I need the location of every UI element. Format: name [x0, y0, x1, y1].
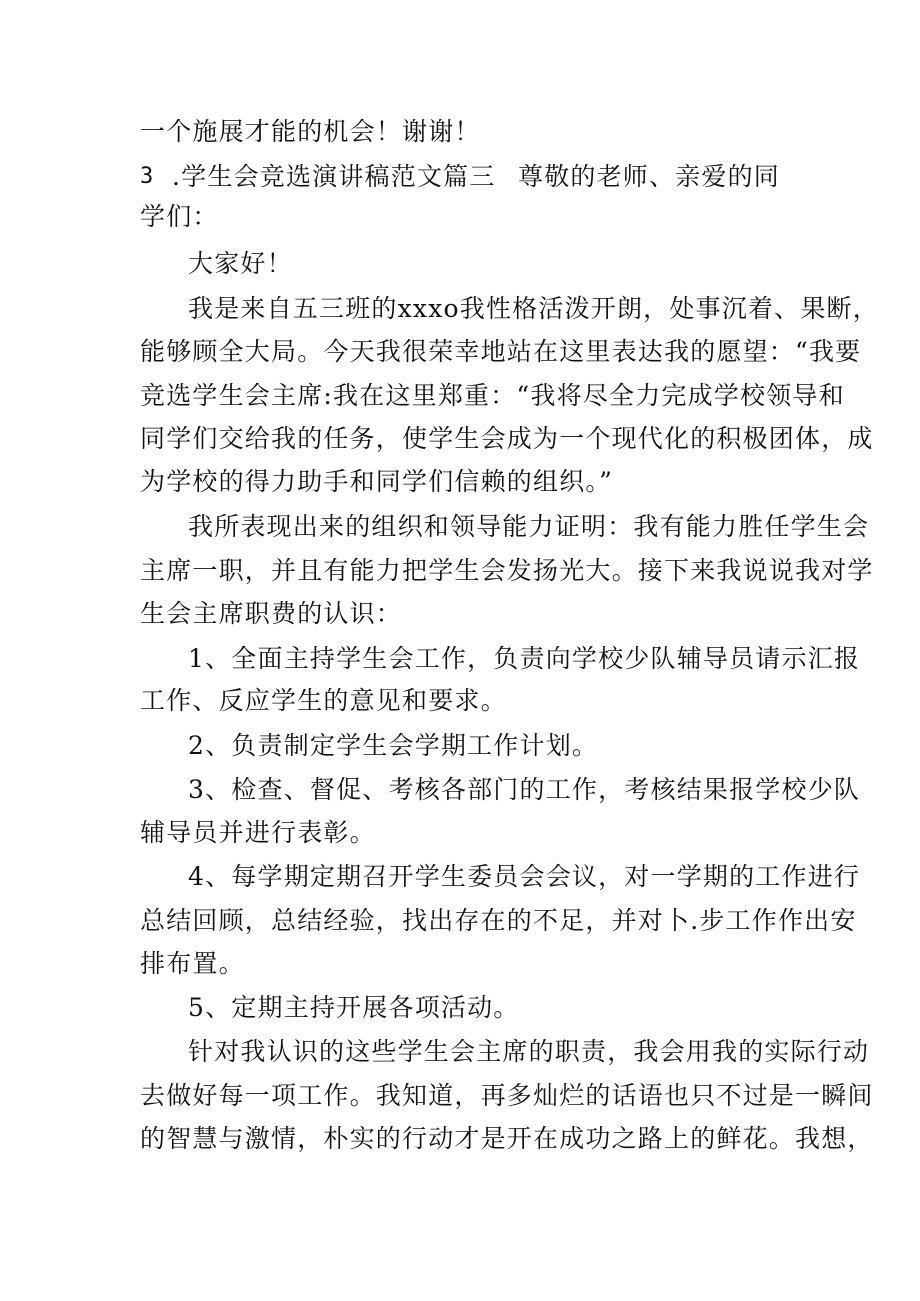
paragraph-line: 我所表现出来的组织和领导能力证明：我有能力胜任学生会: [188, 512, 870, 541]
paragraph-line: 针对我认识的这些学生会主席的职责，我会用我的实际行动: [188, 1037, 870, 1066]
paragraph-line: 生会主席职费的认识：: [140, 599, 403, 628]
closing-line: 一个施展才能的机会！谢谢！: [140, 117, 481, 146]
list-item-5: 5、定期主持开展各项活动。: [188, 993, 520, 1022]
list-item-3-cont: 辅导员并进行表彰。: [140, 818, 376, 847]
salutation-end: 学们：: [140, 202, 219, 231]
paragraph-line: 我是来自五三班的xxxo我性格活泼开朗，处事沉着、果断，: [188, 294, 879, 323]
paragraph-line: 为学校的得力助手和同学们信赖的组织。”: [140, 467, 614, 496]
list-item-1-cont: 工作、反应学生的意见和要求。: [140, 686, 507, 715]
salutation-start: 尊敬的老师、亲爱的同: [518, 162, 781, 191]
list-item-4-cont: 总结回顾，总结经验，找出存在的不足，并对卜.步工作作出安: [140, 906, 857, 935]
list-item-3: 3、检查、督促、考核各部门的工作，考核结果报学校少队: [188, 775, 861, 804]
list-item-4: 4、每学期定期召开学生委员会会议，对一学期的工作进行: [188, 862, 861, 891]
paragraph-line: 竞选学生会主席:我在这里郑重：“我将尽全力完成学校领导和: [140, 381, 845, 410]
paragraph-line: 去做好每一项工作。我知道，再多灿烂的话语也只不过是一瞬间: [140, 1081, 874, 1110]
greeting: 大家好！: [188, 249, 293, 278]
section-number: 3: [140, 164, 154, 189]
paragraph-line: 同学们交给我的任务，使学生会成为一个现代化的积极团体，成: [140, 424, 874, 453]
list-item-1: 1、全面主持学生会工作，负责向学校少队辅导员请示汇报: [188, 644, 861, 673]
list-item-2: 2、负责制定学生会学期工作计划。: [188, 731, 599, 760]
section-title: .学生会竞选演讲稿范文篇三: [172, 162, 496, 191]
paragraph-line: 的智慧与激情，朴实的行动才是开在成功之路上的鲜花。我想，: [140, 1124, 874, 1153]
paragraph-line: 主席一职，并且有能力把学生会发扬光大。接下来我说说我对学: [140, 556, 874, 585]
paragraph-line: 能够顾全大局。今天我很荣幸地站在这里表达我的愿望：“我要: [140, 337, 862, 366]
list-item-4-cont: 排布置。: [140, 949, 245, 978]
